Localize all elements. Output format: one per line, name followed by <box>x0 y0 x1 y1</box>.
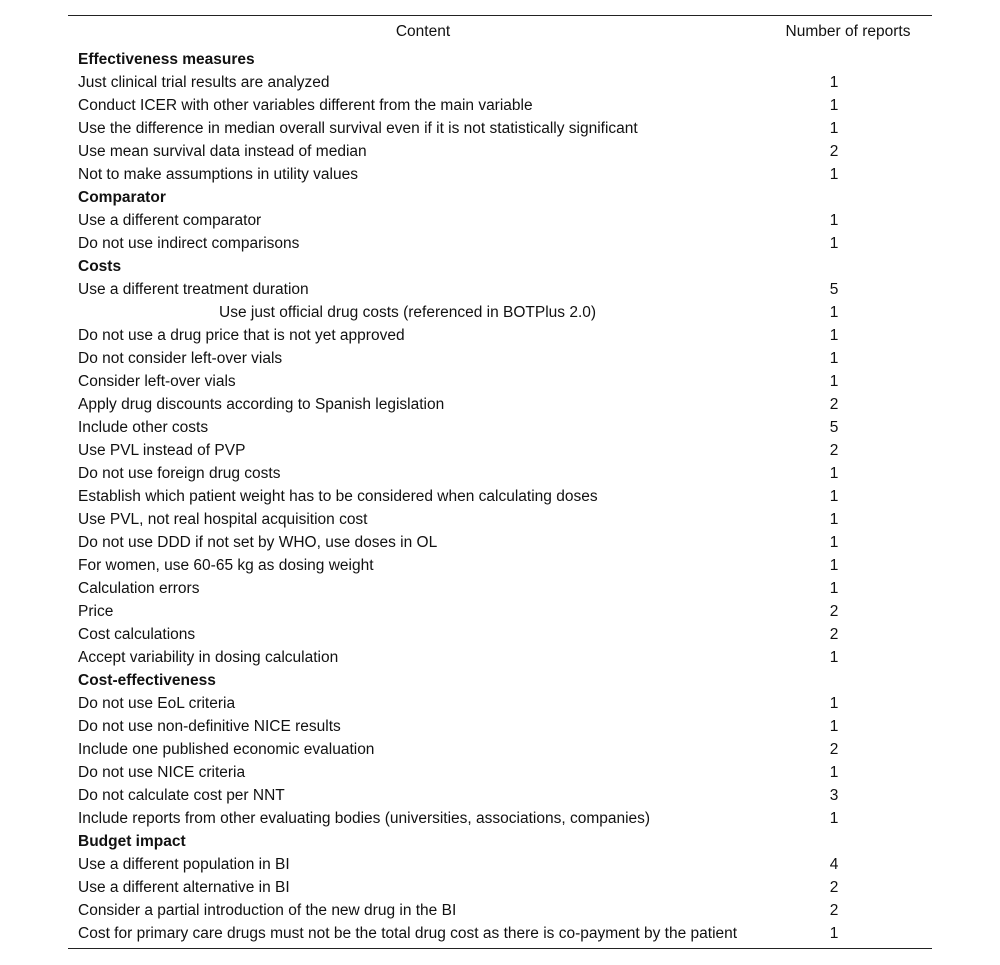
table-row <box>68 738 932 761</box>
row-count: 1 <box>829 373 839 390</box>
row-count: 2 <box>829 902 839 919</box>
section-header-row <box>68 255 932 278</box>
header-number-of-reports: Number of reports <box>785 23 911 40</box>
table-row <box>68 71 932 94</box>
row-content: Do not use non-definitive NICE results <box>78 718 341 735</box>
row-content: Do not use a drug price that is not yet approved <box>78 327 405 344</box>
row-count <box>778 48 932 71</box>
row-content: Use PVL, not real hospital acquisition cost <box>78 511 368 528</box>
row-count: 2 <box>829 442 839 459</box>
table-row <box>68 163 932 186</box>
table-row <box>68 416 932 439</box>
row-content: Do not use indirect comparisons <box>78 235 300 252</box>
row-count: 2 <box>829 396 839 413</box>
table-row <box>68 370 932 393</box>
row-count: 1 <box>829 97 839 114</box>
section-header-row <box>68 669 932 692</box>
row-content: Use mean survival data instead of median <box>78 143 367 160</box>
row-content: Use a different treatment duration <box>78 281 309 298</box>
row-count: 1 <box>829 465 839 482</box>
row-count: 4 <box>829 856 839 873</box>
row-count <box>778 186 932 209</box>
row-count <box>778 255 932 278</box>
report-table-container <box>68 15 932 949</box>
row-content: Cost for primary care drugs must not be the total drug cost as there is co-payment by the patient <box>68 922 778 949</box>
row-count: 1 <box>829 810 839 827</box>
row-count: 1 <box>829 488 839 505</box>
row-content: Not to make assumptions in utility values <box>78 166 358 183</box>
table-row <box>68 807 932 830</box>
table-row <box>68 692 932 715</box>
row-content: Consider a partial introduction of the new drug in the BI <box>78 902 457 919</box>
table-row <box>68 278 932 301</box>
section-label: Budget impact <box>78 833 186 850</box>
row-count: 1 <box>778 922 932 949</box>
row-content: Conduct ICER with other variables different from the main variable <box>78 97 533 114</box>
row-content: Do not consider left-over vials <box>78 350 283 367</box>
row-content: Include other costs <box>78 419 209 436</box>
table-row <box>68 117 932 140</box>
row-content: Just clinical trial results are analyzed <box>78 74 330 91</box>
row-content: Use the difference in median overall survival even if it is not statistically significant <box>78 120 638 137</box>
row-count: 1 <box>829 764 839 781</box>
table-row <box>68 508 932 531</box>
table-row <box>68 232 932 255</box>
row-count: 1 <box>829 350 839 367</box>
row-content: Do not use NICE criteria <box>78 764 246 781</box>
table-row <box>68 324 932 347</box>
row-count: 2 <box>829 626 839 643</box>
row-count: 1 <box>829 327 839 344</box>
row-content: Use a different population in BI <box>78 856 290 873</box>
recommendations-table <box>68 15 932 949</box>
row-count: 1 <box>829 120 839 137</box>
row-content: Use just official drug costs (referenced in BOTPlus 2.0) <box>219 304 597 321</box>
section-header-row <box>68 186 932 209</box>
section-header-row <box>68 48 932 71</box>
table-row <box>68 140 932 163</box>
table-row <box>68 393 932 416</box>
row-count: 2 <box>829 603 839 620</box>
table-row <box>68 623 932 646</box>
row-content: Include reports from other evaluating bodies (universities, associations, companies) <box>78 810 651 827</box>
row-count: 1 <box>829 304 839 321</box>
row-content: For women, use 60-65 kg as dosing weight <box>78 557 374 574</box>
row-content: Establish which patient weight has to be considered when calculating doses <box>78 488 598 505</box>
row-content: Accept variability in dosing calculation <box>78 649 339 666</box>
row-count <box>778 830 932 853</box>
table-row <box>68 715 932 738</box>
table-row <box>68 347 932 370</box>
row-count: 1 <box>829 534 839 551</box>
table-row <box>68 439 932 462</box>
table-row <box>68 784 932 807</box>
table-row <box>68 646 932 669</box>
table-row <box>68 485 932 508</box>
section-label: Effectiveness measures <box>78 51 255 68</box>
table-row <box>68 899 932 922</box>
table-row <box>68 761 932 784</box>
table-body <box>68 48 932 949</box>
table-row <box>68 94 932 117</box>
header-content: Content <box>395 23 451 40</box>
row-content: Calculation errors <box>78 580 200 597</box>
row-count: 1 <box>829 166 839 183</box>
row-count: 5 <box>829 281 839 298</box>
row-content: Do not calculate cost per NNT <box>78 787 285 804</box>
row-count: 1 <box>829 695 839 712</box>
table-row <box>68 922 932 949</box>
row-count: 2 <box>829 741 839 758</box>
row-count: 2 <box>829 143 839 160</box>
row-content: Use PVL instead of PVP <box>78 442 246 459</box>
table-row <box>68 876 932 899</box>
table-row <box>68 462 932 485</box>
section-label: Comparator <box>78 189 166 206</box>
row-content: Do not use DDD if not set by WHO, use doses in OL <box>78 534 438 551</box>
table-row <box>68 577 932 600</box>
table-row <box>68 531 932 554</box>
row-count: 1 <box>829 580 839 597</box>
row-count: 3 <box>829 787 839 804</box>
table-row <box>68 301 932 324</box>
row-count: 1 <box>829 212 839 229</box>
row-content: Use a different alternative in BI <box>78 879 290 896</box>
row-count <box>778 669 932 692</box>
row-content: Cost calculations <box>78 626 196 643</box>
section-header-row <box>68 830 932 853</box>
header-row <box>68 16 932 49</box>
row-content: Apply drug discounts according to Spanish legislation <box>78 396 445 413</box>
row-count: 1 <box>829 511 839 528</box>
row-count: 1 <box>829 557 839 574</box>
row-count: 1 <box>829 649 839 666</box>
table-row <box>68 600 932 623</box>
row-content: Consider left-over vials <box>78 373 236 390</box>
row-content: Include one published economic evaluation <box>78 741 375 758</box>
table-row <box>68 554 932 577</box>
row-content: Use a different comparator <box>78 212 262 229</box>
row-count: 1 <box>829 74 839 91</box>
row-content: Do not use EoL criteria <box>78 695 236 712</box>
row-content: Price <box>78 603 114 620</box>
row-content: Do not use foreign drug costs <box>78 465 281 482</box>
table-row <box>68 853 932 876</box>
section-label: Cost-effectiveness <box>78 672 216 689</box>
row-count: 2 <box>829 879 839 896</box>
row-count: 1 <box>829 718 839 735</box>
table-row <box>68 209 932 232</box>
row-count: 1 <box>829 235 839 252</box>
section-label: Costs <box>78 258 122 275</box>
row-count: 5 <box>829 419 839 436</box>
